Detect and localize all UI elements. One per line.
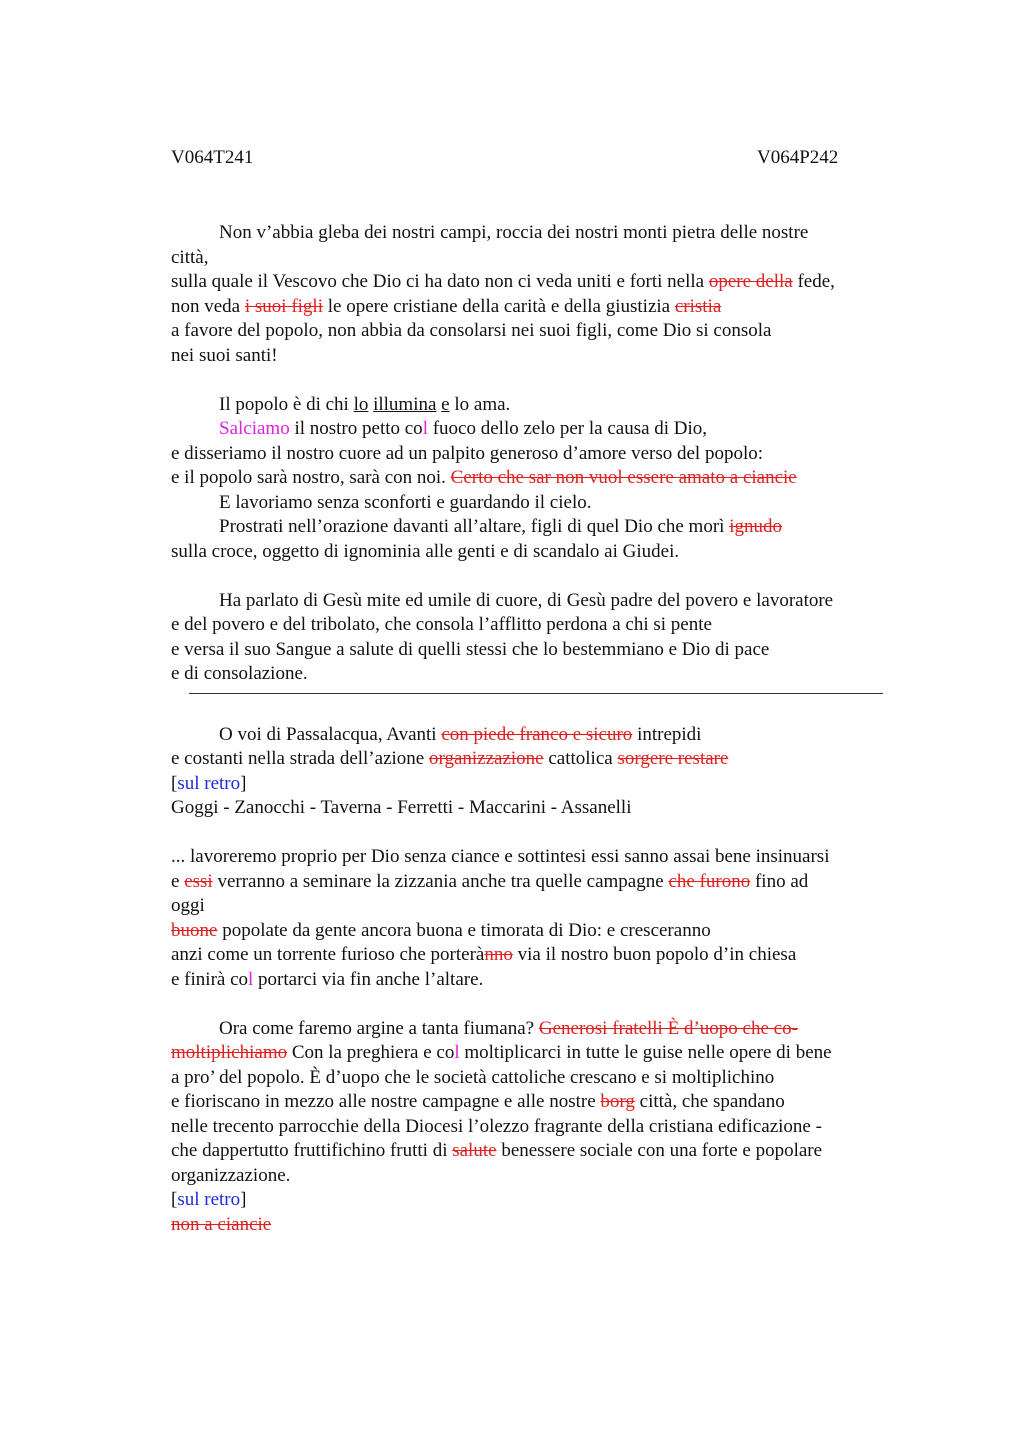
paragraph-gap — [171, 368, 911, 393]
inserted-text: l — [454, 1042, 460, 1063]
deleted-text: opere della — [708, 271, 793, 292]
deleted-text: buone — [171, 919, 218, 941]
text-line — [171, 1115, 911, 1140]
text: Goggi - Zanocchi - Taverna - Ferretti - Maccarini - Assanelli — [171, 797, 632, 818]
deleted-text: non a ciancie — [171, 1213, 272, 1235]
text-line — [171, 417, 911, 442]
text: città, che spandano — [634, 1091, 785, 1112]
text: e il popolo sarà nostro, sarà con noi. — [171, 467, 451, 488]
text: moltiplicarci in tutte le guise nelle opere di bene — [459, 1042, 832, 1063]
transcription-body — [171, 221, 911, 1237]
text: Ha parlato di Gesù mite ed umile di cuore, di Gesù padre del povero e lavoratore — [219, 589, 834, 611]
bracket: ] — [240, 1189, 247, 1210]
text: a favore del popolo, non abbia da consolarsi nei suoi figli, come Dio si consola — [171, 320, 772, 341]
text: via il nostro buon popolo d’in chiesa — [512, 944, 797, 965]
text: verranno a seminare la zizzania anche tra quelle campagne — [212, 870, 669, 892]
text-line — [171, 1017, 911, 1042]
editorial-note — [171, 1188, 911, 1213]
text-line — [171, 747, 911, 772]
text: e versa il suo Sangue a salute di quelli stessi che lo bestemmiano e Dio di pace — [171, 638, 770, 660]
text-line — [171, 246, 911, 271]
text: le opere cristiane della carità e della giustizia — [323, 295, 675, 317]
text: fuoco dello zelo per la causa di Dio, — [427, 418, 708, 439]
text-line — [171, 270, 911, 295]
deleted-text: cristia — [674, 295, 722, 317]
text: nei suoi santi! — [171, 344, 278, 366]
text-line — [171, 466, 911, 491]
underlined-text: lo — [353, 393, 369, 415]
text-line — [171, 723, 911, 748]
text-line — [171, 638, 911, 663]
text: popolate da gente ancora buona e timorata di Dio: e cresceranno — [217, 919, 711, 941]
text: e finirà co — [171, 968, 249, 990]
text: Non v’abbia gleba dei nostri campi, roccia dei nostri monti pietra delle nostre — [219, 222, 809, 243]
text: il nostro petto co — [289, 418, 423, 439]
deleted-text: essi — [184, 870, 213, 892]
text: e costanti nella strada dell’azione — [171, 748, 429, 769]
deleted-text: nno — [484, 944, 513, 965]
text: benessere sociale con una forte e popolare — [496, 1140, 823, 1161]
text-line — [171, 870, 911, 895]
text: fede, — [792, 271, 835, 292]
text: e del povero e del tribolato, che consola l’afflitto perdona a chi si pente — [171, 614, 712, 635]
text: Ora come faremo argine a tanta fiumana? — [219, 1017, 539, 1039]
text-line — [171, 662, 911, 687]
text-line — [171, 894, 911, 919]
text: Il popolo è di chi — [219, 393, 354, 415]
underlined-text: illumina — [373, 393, 437, 415]
note-text: sul retro — [177, 1189, 241, 1210]
text: a pro’ del popolo. È d’uopo che le società cattoliche crescano e si moltiplichino — [171, 1066, 775, 1088]
underlined-text: e — [441, 393, 450, 415]
text-line — [171, 393, 911, 418]
names-line — [171, 796, 911, 821]
text: e fioriscano in mezzo alle nostre campagne e alle nostre — [171, 1091, 601, 1112]
text-line — [171, 319, 911, 344]
text: Prostrati nell’orazione davanti all’altare, figli di quel Dio che morì — [219, 516, 730, 537]
text-line — [171, 1139, 911, 1164]
text: che dappertutto fruttifichino frutti di — [171, 1140, 453, 1161]
inserted-text: l — [248, 968, 254, 990]
text-line — [171, 943, 911, 968]
text-line — [171, 589, 911, 614]
text: oggi — [171, 895, 205, 916]
text: nelle trecento parrocchie della Diocesi l’olezzo fragrante della cristiana edificazione - — [171, 1115, 822, 1137]
text: ... lavoreremo proprio per Dio senza ciance e sottintesi essi sanno assai bene insinuarsi — [171, 846, 830, 867]
text-line — [171, 344, 911, 369]
text: non veda — [171, 295, 245, 317]
header-code-right: V064P242 — [757, 147, 839, 168]
deleted-text: i suoi figli — [244, 295, 323, 317]
paragraph-gap — [171, 821, 911, 846]
text-line — [171, 613, 911, 638]
text-line — [171, 845, 911, 870]
text-line — [171, 968, 911, 993]
text: intrepidi — [632, 723, 702, 745]
text: organizzazione. — [171, 1164, 291, 1186]
text: lo ama. — [449, 393, 511, 415]
text-line — [171, 515, 911, 540]
note-text: sul retro — [177, 772, 241, 794]
deleted-text: moltiplichiamo — [171, 1042, 288, 1063]
horizontal-divider — [189, 693, 883, 712]
text-line — [171, 1066, 911, 1091]
paragraph-gap — [171, 564, 911, 589]
text-line — [171, 221, 911, 246]
text-line — [171, 1164, 911, 1189]
text-line — [171, 442, 911, 467]
text-line — [171, 491, 911, 516]
text: sulla croce, oggetto di ignominia alle genti e di scandalo ai Giudei. — [171, 540, 680, 562]
deleted-text: salute — [452, 1140, 497, 1161]
inserted-text: Salciamo — [219, 418, 290, 439]
deleted-text: organizzazione — [428, 748, 544, 769]
deleted-text: borg — [600, 1091, 635, 1112]
bracket: ] — [240, 772, 247, 794]
editorial-note — [171, 772, 911, 797]
text: cattolica — [543, 748, 618, 769]
deleted-text: Certo che sar non vuol essere amato a ciancie — [450, 467, 797, 488]
inserted-text: l — [422, 418, 428, 439]
text-line — [171, 919, 911, 944]
text: e — [171, 870, 185, 892]
deleted-text: che furono — [668, 870, 751, 892]
deleted-text: ignudo — [729, 516, 782, 537]
paragraph-gap — [171, 992, 911, 1017]
text: Con la preghiera e co — [287, 1042, 455, 1063]
paragraph-gap — [171, 712, 911, 723]
text: anzi come un torrente furioso che porterà — [171, 944, 485, 965]
text: portarci via fin anche l’altare. — [253, 968, 484, 990]
deleted-text: Generosi fratelli È d’uopo che co- — [538, 1017, 798, 1039]
text: fino ad — [750, 870, 809, 892]
text-line — [171, 540, 911, 565]
bracket: [ — [171, 1189, 178, 1210]
bracket: [ — [171, 772, 178, 794]
text-line — [171, 1213, 911, 1238]
text: città, — [171, 246, 209, 268]
text: sulla quale il Vescovo che Dio ci ha dato non ci veda uniti e forti nella — [171, 271, 709, 292]
text: O voi di Passalacqua, Avanti — [219, 723, 442, 745]
deleted-text: sorgere restare — [617, 748, 729, 769]
deleted-text: con piede franco e sicuro — [441, 723, 633, 745]
text-line — [171, 1041, 911, 1066]
header-code-left: V064T241 — [171, 147, 254, 168]
text: e di consolazione. — [171, 663, 308, 684]
text-line — [171, 1090, 911, 1115]
text-line — [171, 295, 911, 320]
text: e disseriamo il nostro cuore ad un palpito generoso d’amore verso del popolo: — [171, 442, 764, 464]
text: E lavoriamo senza sconforti e guardando il cielo. — [219, 491, 592, 513]
